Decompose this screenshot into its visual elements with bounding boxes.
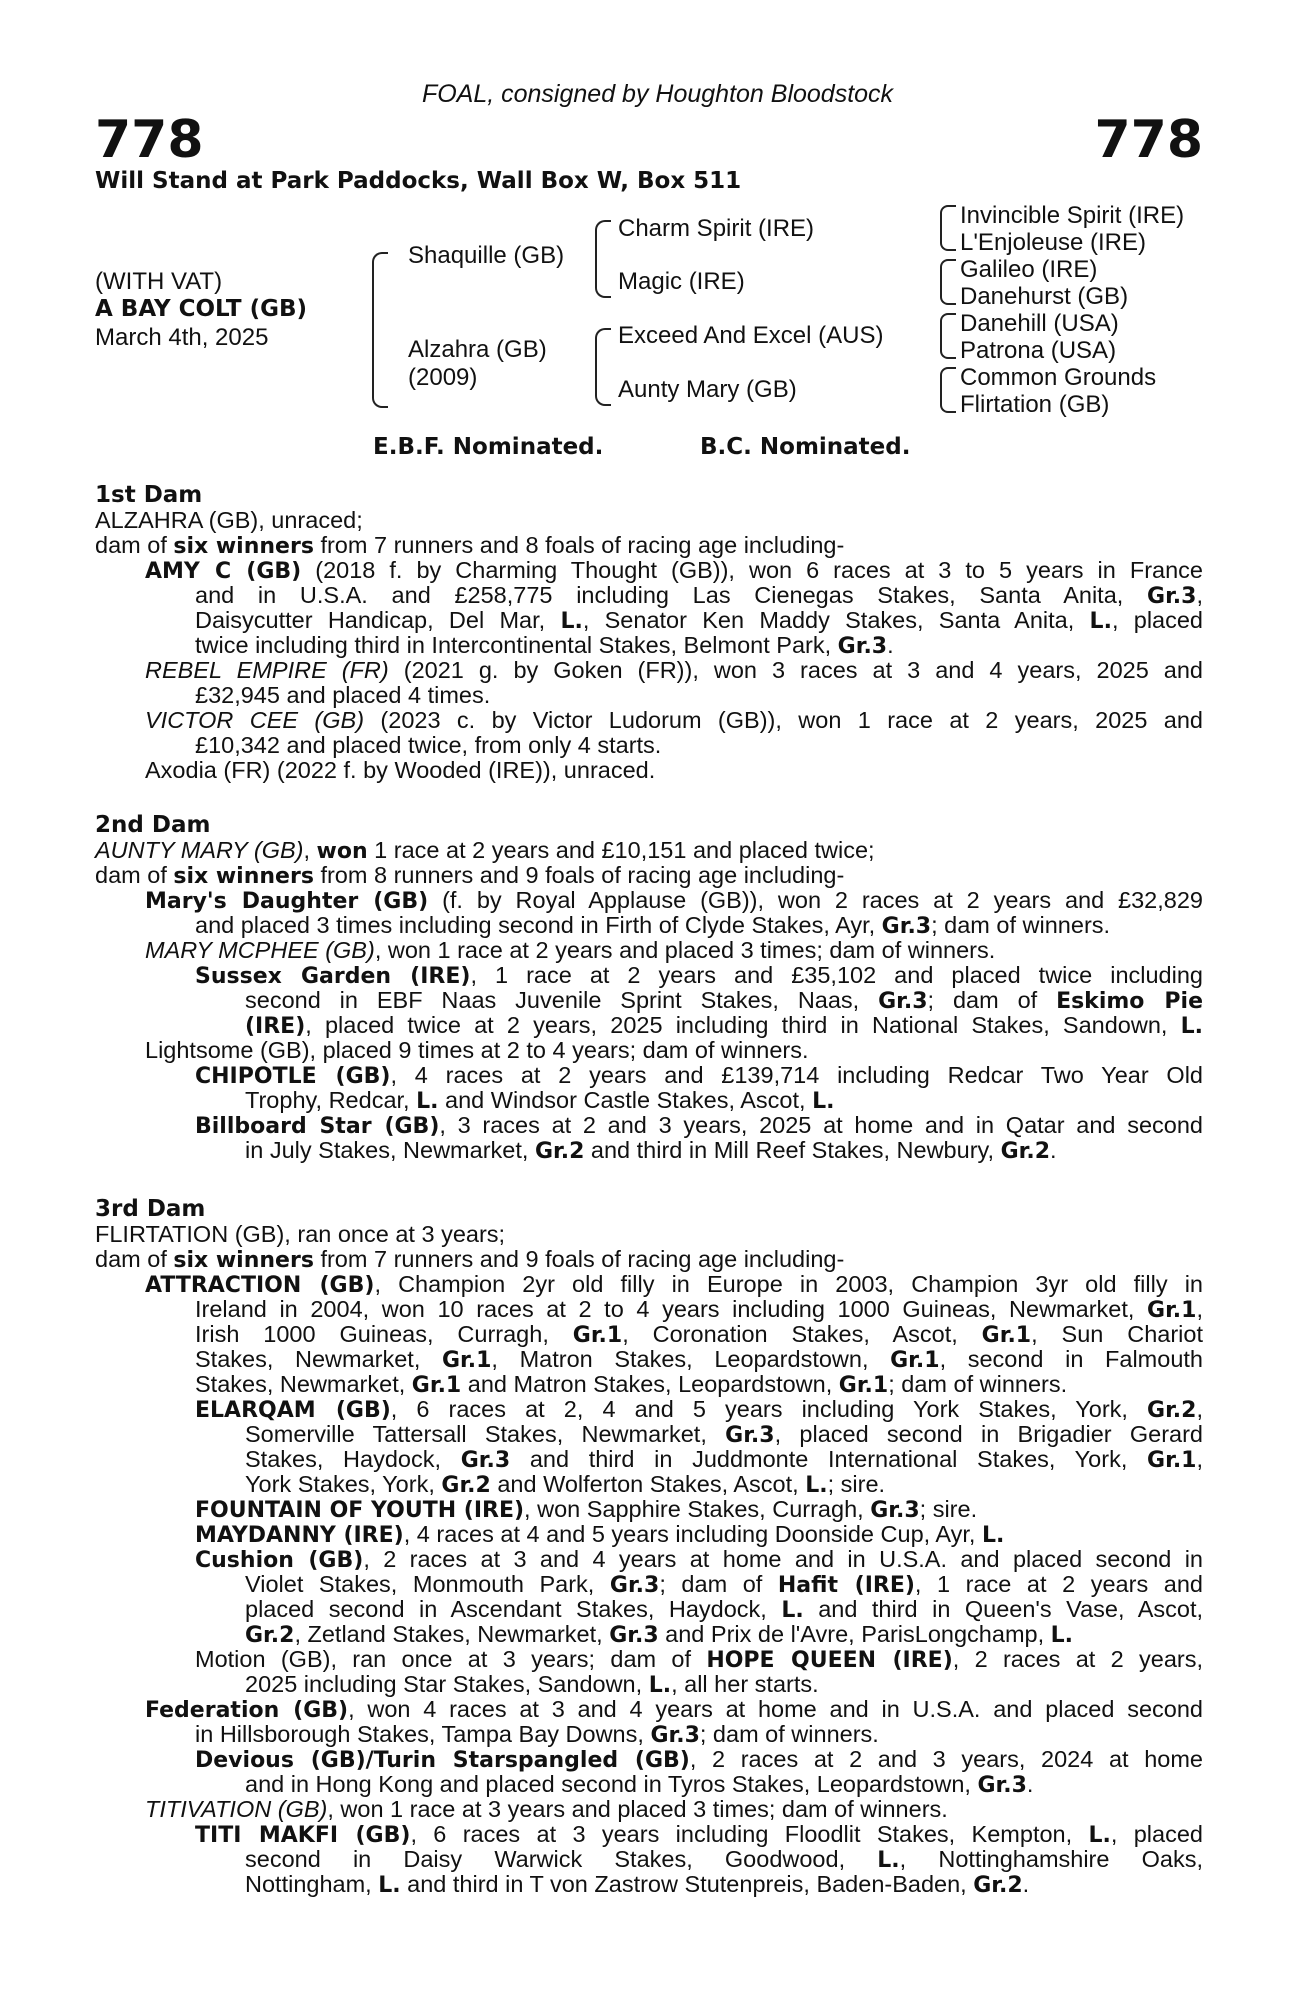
section-heading-1st-dam: 1st Dam bbox=[95, 482, 203, 508]
text-line: York Stakes, York, Gr.2 and Wolferton Stakes, Ascot, L.; sire. bbox=[245, 1471, 886, 1498]
foaling-date: March 4th, 2025 bbox=[95, 324, 269, 351]
text-line: Sussex Garden (IRE), 1 race at 2 years and £35,102 and placed twice including bbox=[195, 962, 1203, 989]
text-line: twice including third in Intercontinental Stakes, Belmont Park, Gr.3. bbox=[195, 632, 894, 659]
text-line: AUNTY MARY (GB), won 1 race at 2 years and £10,151 and placed twice; bbox=[95, 837, 875, 864]
lot-number-right: 778 bbox=[1094, 110, 1203, 170]
text-line: placed second in Ascendant Stakes, Haydock, L. and third in Queen's Vase, Ascot, bbox=[245, 1596, 1203, 1623]
text-line: TITI MAKFI (GB), 6 races at 3 years including Floodlit Stakes, Kempton, L., placed bbox=[195, 1821, 1203, 1848]
text-line: Somerville Tattersall Stakes, Newmarket, Gr.3, placed second in Brigadier Gerard bbox=[245, 1421, 1204, 1448]
pedigree-brace bbox=[940, 259, 956, 305]
grandsire: Exceed And Excel (AUS) bbox=[618, 322, 884, 349]
text-line: and placed 3 times including second in Firth of Clyde Stakes, Ayr, Gr.3; dam of winners. bbox=[195, 912, 1111, 939]
text-line: Axodia (FR) (2022 f. by Wooded (IRE)), unraced. bbox=[145, 757, 656, 783]
section-heading-3rd-dam: 3rd Dam bbox=[95, 1196, 206, 1222]
text-line: Gr.2, Zetland Stakes, Newmarket, Gr.3 and Prix de l'Avre, ParisLongchamp, L. bbox=[245, 1621, 1074, 1648]
text-line: Motion (GB), ran once at 3 years; dam of HOPE QUEEN (IRE), 2 races at 2 years, bbox=[195, 1646, 1203, 1673]
text-line: Nottingham, L. and third in T von Zastrow Stutenpreis, Baden-Baden, Gr.2. bbox=[245, 1871, 1030, 1898]
pedigree-brace bbox=[940, 313, 956, 359]
text-line: Federation (GB), won 4 races at 3 and 4 years at home and in U.S.A. and placed second bbox=[145, 1696, 1203, 1723]
text-line: CHIPOTLE (GB), 4 races at 2 years and £139,714 including Redcar Two Year Old bbox=[195, 1062, 1203, 1089]
text-line: AMY C (GB) (2018 f. by Charming Thought (GB)), won 6 races at 3 to 5 years in France bbox=[145, 557, 1204, 584]
text-line: Stakes, Haydock, Gr.3 and third in Juddmonte International Stakes, York, Gr.1, bbox=[245, 1446, 1204, 1473]
dam: Alzahra (GB) bbox=[408, 336, 547, 363]
text-line: Stakes, Newmarket, Gr.1, Matron Stakes, Leopardstown, Gr.1, second in Falmouth bbox=[195, 1346, 1203, 1373]
granddam: Aunty Mary (GB) bbox=[618, 376, 797, 403]
text-line: ATTRACTION (GB), Champion 2yr old filly in Europe in 2003, Champion 3yr old filly in bbox=[145, 1271, 1203, 1298]
pedigree-brace bbox=[940, 367, 956, 413]
text-line: £32,945 and placed 4 times. bbox=[195, 682, 491, 708]
great-grandparent: Danehurst (GB) bbox=[960, 283, 1129, 310]
text-line: VICTOR CEE (GB) (2023 c. by Victor Ludorum (GB)), won 1 race at 2 years, 2025 and bbox=[145, 707, 1203, 733]
section-heading-2nd-dam: 2nd Dam bbox=[95, 812, 211, 838]
text-line: Lightsome (GB), placed 9 times at 2 to 4 years; dam of winners. bbox=[145, 1037, 809, 1063]
text-line: and in Hong Kong and placed second in Tyros Stakes, Leopardstown, Gr.3. bbox=[245, 1771, 1034, 1798]
text-line: Cushion (GB), 2 races at 3 and 4 years at home and in U.S.A. and placed second in bbox=[195, 1546, 1203, 1573]
ebf-nomination: E.B.F. Nominated. bbox=[373, 434, 604, 460]
text-line: Daisycutter Handicap, Del Mar, L., Senator Ken Maddy Stakes, Santa Anita, L., placed bbox=[195, 607, 1203, 634]
pedigree-brace bbox=[940, 205, 956, 251]
text-line: Irish 1000 Guineas, Curragh, Gr.1, Coronation Stakes, Ascot, Gr.1, Sun Chariot bbox=[195, 1321, 1204, 1348]
text-line: 2025 including Star Stakes, Sandown, L., all her starts. bbox=[245, 1671, 819, 1698]
consignment-line: FOAL, consigned by Houghton Bloodstock bbox=[421, 80, 894, 108]
text-line: Ireland in 2004, won 10 races at 2 to 4 years including 1000 Guineas, Newmarket, Gr.1, bbox=[195, 1296, 1203, 1323]
sire: Shaquille (GB) bbox=[408, 242, 565, 269]
text-line: FOUNTAIN OF YOUTH (IRE), won Sapphire Stakes, Curragh, Gr.3; sire. bbox=[195, 1496, 978, 1523]
text-line: FLIRTATION (GB), ran once at 3 years; bbox=[95, 1221, 506, 1247]
text-line: in Hillsborough Stakes, Tampa Bay Downs, Gr.3; dam of winners. bbox=[195, 1721, 879, 1748]
text-line: dam of six winners from 7 runners and 9 foals of racing age including- bbox=[95, 1246, 845, 1273]
pedigree-brace bbox=[595, 328, 611, 406]
text-line: dam of six winners from 8 runners and 9 foals of racing age including- bbox=[95, 862, 845, 889]
great-grandparent: Danehill (USA) bbox=[960, 310, 1119, 337]
text-line: dam of six winners from 7 runners and 8 foals of racing age including- bbox=[95, 532, 845, 559]
text-line: and in U.S.A. and £258,775 including Las Cienegas Stakes, Santa Anita, Gr.3, bbox=[195, 582, 1203, 609]
great-grandparent: Flirtation (GB) bbox=[960, 391, 1110, 418]
text-line: TITIVATION (GB), won 1 race at 3 years and placed 3 times; dam of winners. bbox=[145, 1796, 948, 1822]
pedigree-brace bbox=[595, 220, 611, 298]
great-grandparent: Galileo (IRE) bbox=[960, 256, 1098, 283]
dam-year: (2009) bbox=[408, 364, 478, 391]
text-line: ALZAHRA (GB), unraced; bbox=[95, 507, 363, 533]
text-line: MAYDANNY (IRE), 4 races at 4 and 5 years including Doonside Cup, Ayr, L. bbox=[195, 1521, 1005, 1548]
text-line: second in Daisy Warwick Stakes, Goodwood, L., Nottinghamshire Oaks, bbox=[245, 1846, 1203, 1873]
text-line: ELARQAM (GB), 6 races at 2, 4 and 5 years including York Stakes, York, Gr.2, bbox=[195, 1396, 1203, 1423]
text-line: REBEL EMPIRE (FR) (2021 g. by Goken (FR)), won 3 races at 3 and 4 years, 2025 and bbox=[145, 657, 1203, 683]
text-line: Mary's Daughter (GB) (f. by Royal Applause (GB)), won 2 races at 2 years and £32,829 bbox=[145, 887, 1203, 914]
text-line: £10,342 and placed twice, from only 4 starts. bbox=[195, 732, 662, 758]
lot-description: A BAY COLT (GB) bbox=[95, 296, 308, 322]
text-line: (IRE), placed twice at 2 years, 2025 including third in National Stakes, Sandown, L. bbox=[245, 1012, 1203, 1039]
stand-location: Will Stand at Park Paddocks, Wall Box W, Box 511 bbox=[95, 168, 742, 194]
great-grandparent: Common Grounds bbox=[960, 364, 1157, 391]
great-grandparent: L'Enjoleuse (IRE) bbox=[960, 229, 1146, 256]
vat-note: (WITH VAT) bbox=[95, 268, 223, 295]
text-line: Devious (GB)/Turin Starspangled (GB), 2 races at 2 and 3 years, 2024 at home bbox=[195, 1746, 1203, 1773]
text-line: MARY MCPHEE (GB), won 1 race at 2 years and placed 3 times; dam of winners. bbox=[145, 937, 996, 963]
granddam: Magic (IRE) bbox=[618, 268, 745, 295]
lot-number-left: 778 bbox=[95, 110, 204, 170]
text-line: Violet Stakes, Monmouth Park, Gr.3; dam of Hafit (IRE), 1 race at 2 years and bbox=[245, 1571, 1203, 1598]
great-grandparent: Invincible Spirit (IRE) bbox=[960, 202, 1185, 229]
text-line: second in EBF Naas Juvenile Sprint Stakes, Naas, Gr.3; dam of Eskimo Pie bbox=[245, 987, 1203, 1014]
text-line: Billboard Star (GB), 3 races at 2 and 3 years, 2025 at home and in Qatar and second bbox=[195, 1112, 1203, 1139]
pedigree-brace bbox=[372, 252, 388, 408]
great-grandparent: Patrona (USA) bbox=[960, 337, 1117, 364]
text-line: Trophy, Redcar, L. and Windsor Castle Stakes, Ascot, L. bbox=[245, 1087, 835, 1114]
text-line: Stakes, Newmarket, Gr.1 and Matron Stakes, Leopardstown, Gr.1; dam of winners. bbox=[195, 1371, 1068, 1398]
text-line: in July Stakes, Newmarket, Gr.2 and third in Mill Reef Stakes, Newbury, Gr.2. bbox=[245, 1137, 1057, 1164]
bc-nomination: B.C. Nominated. bbox=[700, 434, 911, 460]
grandsire: Charm Spirit (IRE) bbox=[618, 215, 815, 242]
